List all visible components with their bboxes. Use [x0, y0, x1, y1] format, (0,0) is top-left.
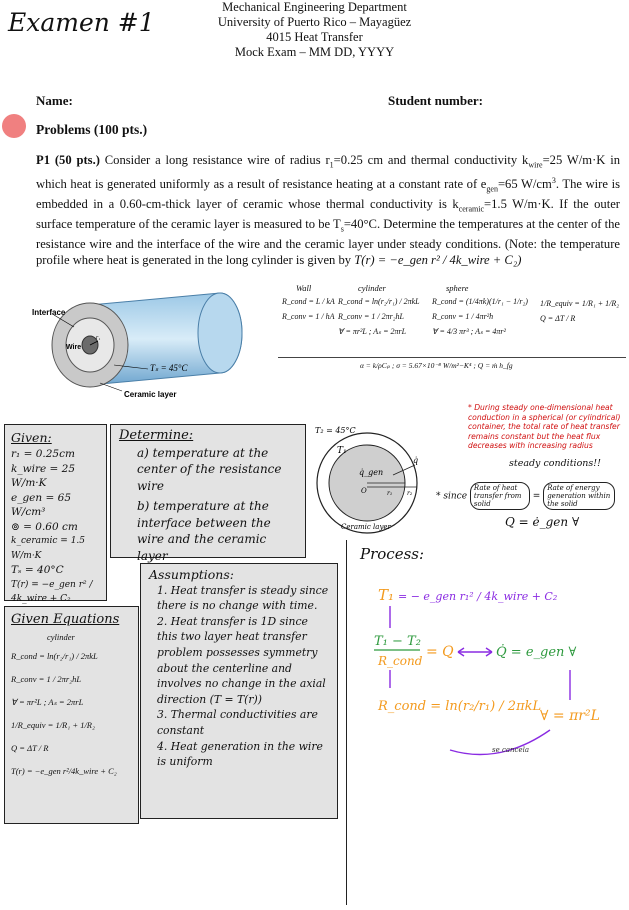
process-t1: T₁ [378, 586, 395, 604]
assumptions-box [140, 563, 338, 819]
p1-text: =1.5 W/m·K. If the outer surface temperature of the ceramic layer is measured to be T [36, 197, 620, 232]
determine-title: Determine: [119, 428, 194, 443]
sph-rconv: R_conv = 1 / 4πr²h [432, 312, 494, 321]
process-frac-bottom: R_cond [378, 654, 423, 668]
given-eq-volume: ∀ = πr²L ; Aₛ = 2πrL [11, 697, 84, 707]
process-q2: Q̇ = e_gen ∀ [496, 645, 577, 660]
assumption-3: 3. Thermal conductivities are constant [157, 708, 318, 737]
given-eq-q: Q = ΔT / R [11, 743, 49, 753]
wall-rcond: R_cond = L / kA [282, 297, 335, 306]
assumption-4: 4. Heat generation in the wire is uniform [157, 739, 323, 769]
header-line-department: Mechanical Engineering Department [222, 0, 407, 14]
problem-statement [36, 153, 620, 268]
given-kwire: k_wire = 25 W/m·K [11, 462, 76, 489]
p1-text: =65 W/cm [497, 177, 552, 192]
pink-marker-dot [2, 114, 26, 138]
header-line-date: Mock Exam – MM DD, YYYY [234, 45, 395, 59]
handwritten-title: Examen #1 [8, 8, 155, 37]
figure-r1-label: r₁ [96, 335, 101, 341]
process-q1: = Q [426, 644, 454, 660]
given-eq-cylinder: cylinder [47, 632, 75, 642]
sph-rcond: R_cond = (1/4πk)(1/r₁ − 1/r₂) [432, 297, 528, 306]
sketch-qdot: q̇ [413, 456, 419, 465]
cyl-volume: ∀ = πr²L ; Aₛ = 2πrL [338, 327, 407, 336]
given-eq-rcond: R_cond = ln(r₂/r₁) / 2πkL [11, 651, 98, 661]
given-eq-rconv: R_conv = 1 / 2πr₂hL [11, 674, 82, 684]
problems-heading: Problems (100 pts.) [36, 122, 148, 137]
concentric-sketch [305, 425, 430, 537]
process-diagram [340, 570, 629, 780]
process-title: Process: [360, 545, 425, 563]
wire-ceramic-figure [30, 285, 270, 400]
properties-line: α = k/ρCₚ ; σ = 5.67×10⁻⁸ W/m²−K⁴ ; Q = ṁ h_fg [360, 361, 513, 370]
temperature-profile-formula: T(r) = −e_gen r² / 4k_wire + C₂) [354, 252, 522, 267]
formula-divider [278, 357, 626, 358]
header-line-course: 4015 Heat Transfer [266, 30, 363, 44]
p1-sup: 3 [551, 176, 556, 186]
q-egen-equation: Q = ė_gen ∀ [505, 515, 580, 529]
sketch-r1: r₁ [387, 490, 393, 497]
rate-transfer-bubble: Rate of heat transfer from solid [470, 482, 530, 510]
figure-ceramic-label: Ceramic layer [124, 390, 177, 399]
sketch-origin: O [361, 487, 367, 495]
sketch-ceramic: Ceramic layer [341, 523, 391, 531]
since-equation [436, 482, 615, 510]
p1-text: =40°C. Determine the temperatures at the center of the resistance wire and the interface of the wire and the ceramic layer under steady conditions. (Note: the temperature profile where heat is generated in the long cylinder is given by [36, 217, 620, 267]
sketch-r2: r₂ [407, 490, 413, 497]
equiv-resistance: 1/R_equiv = 1/R₁ + 1/R₂ [540, 299, 620, 308]
p1-text: =25 W/m·K in which heat is generated uniformly as a result of resistance heating at a constant rate of e [36, 153, 621, 192]
p1-sub: gen [486, 184, 498, 194]
determine-box [110, 424, 306, 563]
given-title: Given: [11, 430, 52, 445]
given-kceramic: k_ceramic = 1.5 W/m·K [11, 536, 86, 561]
exam-header [0, 0, 629, 60]
q-equation: Q = ΔT / R [540, 314, 576, 323]
given-thickness: ⊚ = 0.60 cm [11, 520, 78, 533]
process-rcond-eq: R_cond = ln(r₂/r₁) / 2πkL [378, 699, 542, 714]
steady-conditions: steady conditions!! [509, 458, 601, 469]
wall-heading: Wall [296, 283, 312, 293]
cylinder-heading: cylinder [358, 283, 386, 293]
p1-sub: ceramic [458, 204, 485, 214]
process-volume: ∀ = πr²L [540, 708, 600, 724]
given-profile: T(r) = −e_gen r² / 4k_wire + C₂ [11, 579, 93, 604]
p1-text: =0.25 cm and thermal conductivity k [333, 153, 529, 167]
given-egen: e_gen = 65 W/cm³ [11, 491, 71, 518]
since-label: * since [436, 491, 468, 502]
given-ts: Tₛ = 40°C [11, 564, 64, 576]
given-eq-requiv: 1/R_equiv = 1/R₁ + 1/R₂ [11, 720, 95, 730]
figure-interface-label: Interface [32, 308, 66, 317]
given-box [4, 424, 107, 604]
red-note: * During steady one-dimensional heat conduction in a spherical (or cylindrical) container, the total rate of heat transfer remains constant but the heat flux decreases with increasing radius [468, 403, 621, 450]
cyl-rconv: R_conv = 1 / 2πr₂hL [338, 312, 404, 321]
process-cancel-label: se cancela [492, 746, 530, 754]
wall-rconv: R_conv = 1 / hA [282, 312, 335, 321]
sph-volume: ∀ = 4/3 πr³ ; Aₛ = 4πr² [432, 327, 506, 336]
problem-label: P1 (50 pts.) [36, 153, 100, 167]
given-equations-title: Given Equations [11, 612, 120, 627]
sketch-t1: T₁ [337, 446, 347, 456]
determine-a: a) temperature at the center of the resistance wire [137, 445, 282, 493]
figure-ts-label: Tₛ = 45°C [150, 363, 188, 373]
given-equations-box [4, 606, 139, 824]
determine-b: b) temperature at the interface between the wire and the ceramic layer [137, 499, 271, 563]
assumptions-title: Assumptions: [149, 567, 234, 582]
header-line-university: University of Puerto Rico – Mayagüez [217, 15, 412, 29]
p1-text: . The wire is embedded in a 0.60-cm-thick layer of ceramic whose thermal conductivity is k [36, 177, 620, 212]
assumption-1: 1. Heat transfer is steady since there is no change with time. [157, 583, 329, 613]
p1-sub: s [340, 224, 344, 234]
p1-text: Consider a long resistance wire of radius r [99, 153, 330, 167]
sphere-heading: sphere [446, 283, 469, 293]
given-r1: r₁ = 0.25cm [11, 448, 75, 460]
cyl-rcond: R_cond = ln(r₂/r₁) / 2πkL [338, 297, 420, 306]
assumption-2: 2. Heat transfer is 1D since this two layer heat transfer problem possesses symmetry about the centerline and involves no change in the axial direction (T = T(r)) [157, 614, 326, 706]
since-equals: = [532, 491, 541, 502]
rate-gen-bubble: Rate of energy generation within the solid [543, 482, 615, 510]
process-eq1: = − e_gen r₁² / 4k_wire + C₂ [398, 590, 558, 603]
sketch-t2: T₂ = 45°C [315, 426, 356, 435]
sketch-qgen: q̇_gen [359, 468, 384, 477]
name-label: Name: [36, 93, 73, 108]
student-number-label: Student number: [388, 93, 483, 108]
p1-sub: 1 [329, 160, 334, 170]
figure-wire-label: Wire [66, 344, 82, 351]
process-frac-top: T₁ − T₂ [374, 634, 421, 649]
p1-sub: wire [528, 160, 543, 170]
given-eq-profile: T(r) = −e_gen r²/4k_wire + C₂ [11, 766, 117, 776]
